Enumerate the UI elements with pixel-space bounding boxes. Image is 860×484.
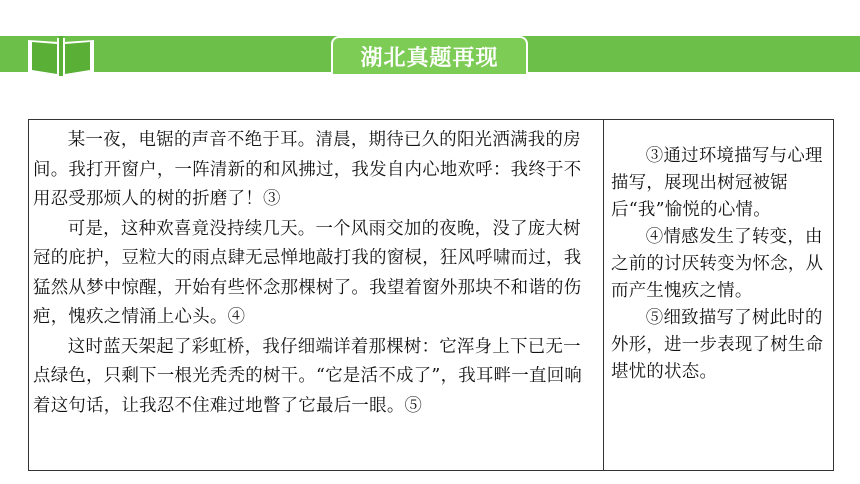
reading-passage: [33, 126, 598, 421]
annotation-note: ④情感发生了转变，由之前的讨厌转变为怀念，从而产生愧疚之情。: [611, 227, 824, 301]
section-title: 湖北真题再现: [331, 36, 528, 74]
annotation-notes: [611, 143, 829, 386]
annotation-note: ⑤细致描写了树此时的外形，进一步表现了树生命堪忧的状态。: [611, 308, 824, 382]
annotation-note: ③通过环境描写与心理描写，展现出树冠被锯后“我”愉悦的心情。: [611, 146, 823, 220]
passage-paragraph: 可是，这种欢喜竟没持续几天。一个风雨交加的夜晚，没了庞大树冠的庇护，豆粒大的雨点肆无忌惮地敲打我的窗棂，狂风呼啸而过，我猛然从梦中惊醒，开始有些怀念那棵树了。我望着窗外那块不和谐的伤疤，愧疚之情涌上心头。④: [33, 218, 582, 327]
open-book-icon: [22, 32, 100, 78]
passage-paragraph: 这时蓝天架起了彩虹桥，我仔细端详着那棵树：它浑身上下已无一点绿色，只剩下一根光秃秃的树干。“它是活不成了”，我耳畔一直回响着这句话，让我忍不住难过地瞥了它最后一眼。⑤: [33, 336, 583, 416]
passage-paragraph: 某一夜，电锯的声音不绝于耳。清晨，期待已久的阳光洒满我的房间。我打开窗户，一阵清新的和风拂过，我发自内心地欢呼：我终于不用忍受那烦人的树的折磨了！③: [33, 130, 582, 209]
column-divider: [603, 119, 604, 471]
